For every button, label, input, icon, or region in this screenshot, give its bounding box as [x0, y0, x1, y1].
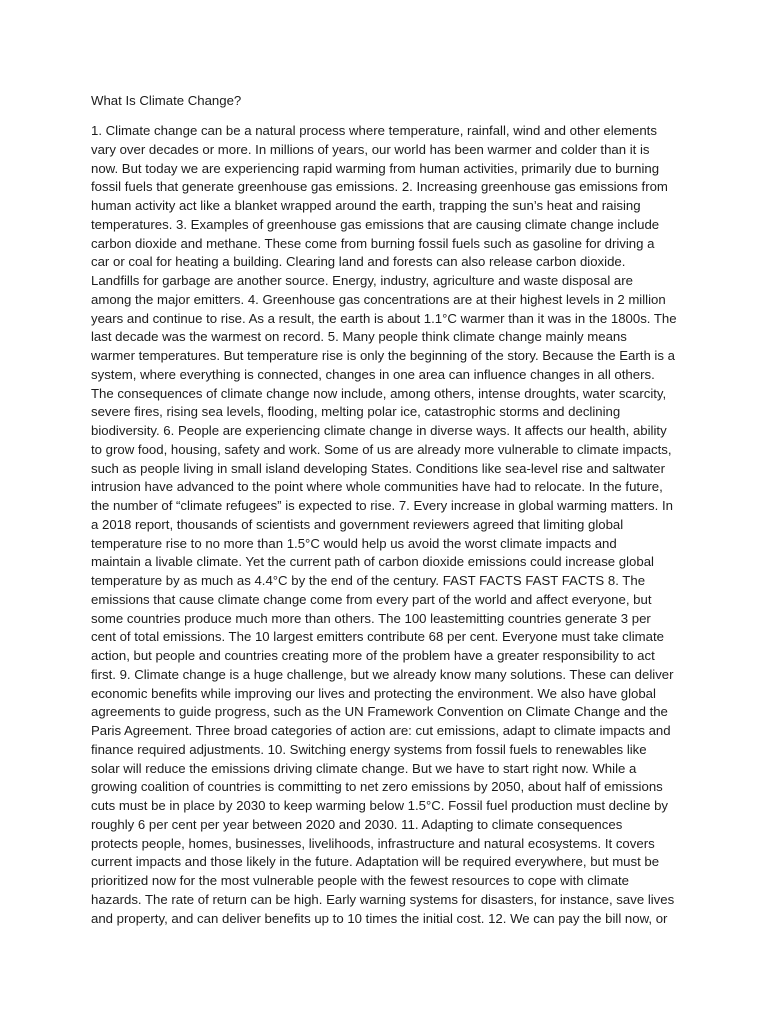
body-text-line: emissions that cause climate change come from every part of the world and affect everyone, but: [91, 591, 652, 607]
body-text-line: cuts must be in place by 2030 to keep warming below 1.5°C. Fossil fuel production must decline by: [91, 798, 669, 813]
body-text-line: hazards. The rate of return can be high. Early warning systems for disasters, for instance, save lives: [91, 891, 675, 907]
body-text-line: some countries produce much more than others. The 100 leastemitting countries generate 3 per: [91, 610, 651, 626]
body-text-line: cent of total emissions. The 10 largest emitters contribute 68 per cent. Everyone must take climate: [91, 629, 664, 645]
body-text-line: economic benefits while improving our lives and protecting the environment. We also have global: [91, 685, 656, 701]
body-text-line: the number of “climate refugees” is expected to rise. 7. Every increase in global warming matters. In: [91, 498, 673, 513]
body-text-line: Paris Agreement. Three broad categories of action are: cut emissions, adapt to climate impacts and: [91, 723, 671, 738]
body-text-line: The consequences of climate change now include, among others, intense droughts, water scarcity,: [91, 385, 667, 401]
body-text-line: years and continue to rise. As a result, the earth is about 1.1°C warmer than it was in the 1800s. The: [91, 310, 677, 326]
body-text-line: human activity act like a blanket wrapped around the earth, trapping the sun’s heat and raising: [91, 198, 641, 213]
body-text-line: Landfills for garbage are another source. Energy, industry, agriculture and waste disposal are: [91, 273, 633, 288]
body-text-line: temperature rise to no more than 1.5°C would help us avoid the worst climate impacts and: [91, 535, 617, 551]
body-text-line: car or coal for heating a building. Clearing land and forests can also release carbon dioxide.: [91, 254, 626, 270]
body-text-line: warmer temperatures. But temperature rise is only the beginning of the story. Because the Earth is a: [91, 348, 675, 363]
body-text-line: roughly 6 per cent per year between 2020 and 2030. 11. Adapting to climate consequences: [91, 816, 623, 832]
body-text-line: to grow food, housing, safety and work. Some of us are already more vulnerable to climate impacts,: [91, 441, 672, 457]
body-text-line: system, where everything is connected, changes in one area can influence changes in all others.: [91, 366, 655, 382]
body-text-line: growing coalition of countries is committing to net zero emissions by 2050, about half of emissions: [91, 779, 663, 795]
body-text-line: fossil fuels that generate greenhouse gas emissions. 2. Increasing greenhouse gas emissions from: [91, 179, 668, 195]
body-text-line: protects people, homes, businesses, livelihoods, infrastructure and natural ecosystems. It covers: [91, 835, 655, 851]
body-text-line: such as people living in small island developing States. Conditions like sea-level rise and saltwater: [91, 460, 665, 476]
body-text-line: among the major emitters. 4. Greenhouse gas concentrations are at their highest levels in 2 million: [91, 291, 666, 307]
body-text-line: and property, and can deliver benefits up to 10 times the initial cost. 12. We can pay the bill now, or: [91, 910, 668, 926]
body-text-line: severe fires, rising sea levels, flooding, melting polar ice, catastrophic storms and declining: [91, 404, 621, 420]
body-text-line: a 2018 report, thousands of scientists and government reviewers agreed that limiting global: [91, 516, 624, 532]
body-text-line: intrusion have advanced to the point where whole communities have had to relocate. In the future,: [91, 479, 663, 495]
body-text-line: action, but people and countries creating more of the problem have a greater responsibility to act: [91, 648, 655, 663]
body-text-line: now. But today we are experiencing rapid warming from human activities, primarily due to burning: [91, 160, 660, 176]
body-text-line: temperature by as much as 4.4°C by the end of the century. FAST FACTS FAST FACTS 8. The: [91, 573, 646, 588]
body-text-line: maintain a livable climate. Yet the current path of carbon dioxide emissions could increase global: [91, 554, 654, 570]
document-title: What Is Climate Change?: [91, 93, 242, 108]
body-text-line: agreements to guide progress, such as the UN Framework Convention on Climate Change and the: [91, 704, 668, 720]
body-text-line: last decade was the warmest on record. 5. Many people think climate change mainly means: [91, 329, 627, 345]
body-text-line: temperatures. 3. Examples of greenhouse gas emissions that are causing climate change include: [91, 216, 660, 232]
body-text-line: first. 9. Climate change is a huge challenge, but we already know many solutions. These can deliver: [91, 666, 674, 682]
body-text-line: current impacts and those likely in the future. Adaptation will be required everywhere, but must be: [91, 854, 660, 870]
body-text-line: vary over decades or more. In millions of years, our world has been warmer and colder than it is: [91, 141, 650, 157]
body-text-line: prioritized now for the most vulnerable people with the fewest resources to cope with climate: [91, 873, 630, 888]
body-text-line: 1. Climate change can be a natural process where temperature, rainfall, wind and other elements: [91, 123, 657, 138]
body-text-line: biodiversity. 6. People are experiencing climate change in diverse ways. It affects our health, ability: [91, 423, 667, 438]
body-text-line: carbon dioxide and methane. These come from burning fossil fuels such as gasoline for driving a: [91, 235, 655, 251]
document-body: [91, 122, 691, 928]
body-text-line: finance required adjustments. 10. Switching energy systems from fossil fuels to renewables like: [91, 741, 647, 757]
body-text-line: solar will reduce the emissions driving climate change. But we have to start right now. While a: [91, 760, 637, 776]
